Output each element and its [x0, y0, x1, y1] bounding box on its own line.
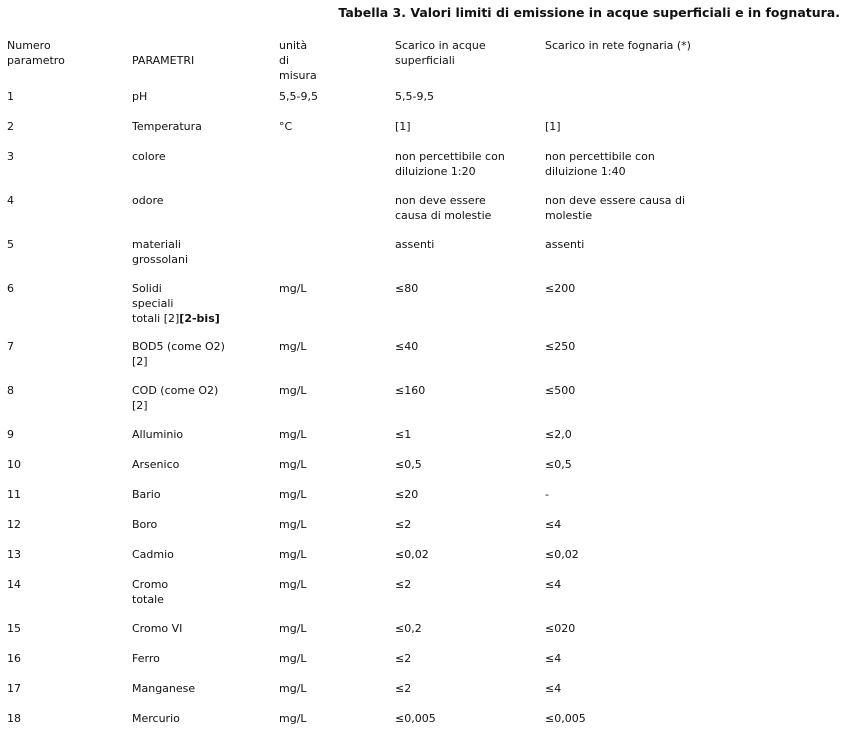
row-limit-fognatura: non deve essere causa di molestie [545, 194, 686, 222]
row-unit: 5,5-9,5 [279, 90, 318, 103]
row-unit: mg/L [279, 652, 307, 665]
table-row [7, 681, 852, 711]
row-number: 13 [7, 548, 21, 561]
table-row [7, 193, 852, 237]
table-header-row [7, 38, 852, 89]
row-unit: mg/L [279, 384, 307, 397]
row-limit-fognatura: ≤020 [545, 622, 576, 635]
row-parameter: COD (come O2) [2] [132, 384, 219, 412]
table-row [7, 281, 852, 339]
table-row [7, 427, 852, 457]
row-unit: mg/L [279, 518, 307, 531]
row-number: 9 [7, 428, 14, 441]
table-body [7, 89, 852, 741]
row-limit-acque: ≤0,5 [395, 458, 422, 471]
row-unit: mg/L [279, 578, 307, 591]
row-parameter: Bario [132, 488, 161, 501]
table-row [7, 119, 852, 149]
row-limit-acque: ≤0,005 [395, 712, 436, 725]
row-limit-acque: ≤0,2 [395, 622, 422, 635]
row-number: 3 [7, 150, 14, 163]
table-title: Tabella 3. Valori limiti di emissione in acque superficiali e in fognatura. [338, 5, 840, 20]
row-limit-fognatura: ≤250 [545, 340, 576, 353]
header-scarico-fognatura: Scarico in rete fognaria (*) [545, 39, 691, 52]
table-row [7, 237, 852, 281]
row-parameter: materiali grossolani [132, 238, 189, 266]
row-limit-acque: 5,5-9,5 [395, 90, 434, 103]
row-parameter: Solidi speciali totali [2][2-bis] [132, 282, 220, 325]
table-row [7, 149, 852, 193]
row-number: 18 [7, 712, 21, 725]
row-limit-fognatura: ≤4 [545, 578, 562, 591]
table-row [7, 89, 852, 119]
row-unit: mg/L [279, 622, 307, 635]
row-number: 4 [7, 194, 14, 207]
row-number: 6 [7, 282, 14, 295]
row-parameter: odore [132, 194, 164, 207]
row-limit-acque: non deve essere causa di molestie [395, 194, 492, 222]
table-row [7, 339, 852, 383]
row-limit-acque: ≤20 [395, 488, 419, 501]
table-row [7, 547, 852, 577]
row-limit-acque: ≤40 [395, 340, 419, 353]
row-limit-fognatura: ≤0,02 [545, 548, 579, 561]
table-row [7, 517, 852, 547]
table-row [7, 711, 852, 741]
row-number: 2 [7, 120, 14, 133]
row-number: 15 [7, 622, 21, 635]
row-unit: mg/L [279, 340, 307, 353]
row-number: 12 [7, 518, 21, 531]
row-limit-acque: ≤80 [395, 282, 419, 295]
table-row [7, 487, 852, 517]
row-number: 5 [7, 238, 14, 251]
table-row [7, 651, 852, 681]
row-unit: mg/L [279, 548, 307, 561]
row-number: 17 [7, 682, 21, 695]
row-limit-fognatura: non percettibile con diluizione 1:40 [545, 150, 655, 178]
row-limit-acque: ≤160 [395, 384, 426, 397]
row-number: 10 [7, 458, 21, 471]
row-limit-fognatura: ≤0,5 [545, 458, 572, 471]
row-parameter: Ferro [132, 652, 160, 665]
row-parameter: BOD5 (come O2) [2] [132, 340, 225, 368]
table-row [7, 621, 852, 651]
row-limit-acque: ≤2 [395, 518, 412, 531]
row-limit-acque: non percettibile con diluizione 1:20 [395, 150, 505, 178]
row-limit-acque: ≤2 [395, 682, 412, 695]
row-limit-fognatura: ≤4 [545, 682, 562, 695]
row-unit: mg/L [279, 458, 307, 471]
row-unit: mg/L [279, 682, 307, 695]
row-parameter: pH [132, 90, 148, 103]
row-parameter: colore [132, 150, 166, 163]
row-parameter: Cadmio [132, 548, 174, 561]
row-parameter: Mercurio [132, 712, 180, 725]
row-limit-fognatura: ≤200 [545, 282, 576, 295]
row-limit-fognatura: ≤4 [545, 652, 562, 665]
table-row [7, 383, 852, 427]
bis-reference: [2-bis] [179, 312, 220, 325]
row-limit-fognatura: ≤0,005 [545, 712, 586, 725]
row-limit-acque: [1] [395, 120, 411, 133]
row-limit-fognatura: ≤4 [545, 518, 562, 531]
row-limit-acque: ≤2 [395, 578, 412, 591]
row-number: 11 [7, 488, 21, 501]
row-limit-acque: ≤1 [395, 428, 412, 441]
row-limit-acque: assenti [395, 238, 435, 251]
row-parameter: Cromo totale [132, 578, 169, 606]
row-parameter: Boro [132, 518, 158, 531]
row-parameter: Temperatura [132, 120, 202, 133]
row-number: 1 [7, 90, 14, 103]
row-limit-fognatura: [1] [545, 120, 561, 133]
row-number: 7 [7, 340, 14, 353]
row-limit-fognatura: ≤500 [545, 384, 576, 397]
row-parameter: Alluminio [132, 428, 184, 441]
row-unit: mg/L [279, 282, 307, 295]
row-parameter: Cromo VI [132, 622, 183, 635]
row-limit-fognatura: ≤2,0 [545, 428, 572, 441]
table-row [7, 457, 852, 487]
row-unit: °C [279, 120, 293, 133]
row-limit-fognatura: assenti [545, 238, 585, 251]
row-limit-acque: ≤2 [395, 652, 412, 665]
row-limit-fognatura: - [545, 488, 549, 501]
header-parametri: PARAMETRI [132, 54, 195, 67]
row-number: 14 [7, 578, 21, 591]
header-numero-parametro: Numero parametro [7, 39, 65, 67]
row-unit: mg/L [279, 428, 307, 441]
row-parameter: Manganese [132, 682, 196, 695]
row-number: 8 [7, 384, 14, 397]
row-parameter: Arsenico [132, 458, 180, 471]
row-unit: mg/L [279, 488, 307, 501]
header-scarico-acque: Scarico in acque superficiali [395, 39, 486, 67]
row-number: 16 [7, 652, 21, 665]
row-unit: mg/L [279, 712, 307, 725]
row-limit-acque: ≤0,02 [395, 548, 429, 561]
header-unita-misura: unità di misura [279, 39, 317, 82]
table-row [7, 577, 852, 621]
emission-limits-table [7, 38, 852, 741]
